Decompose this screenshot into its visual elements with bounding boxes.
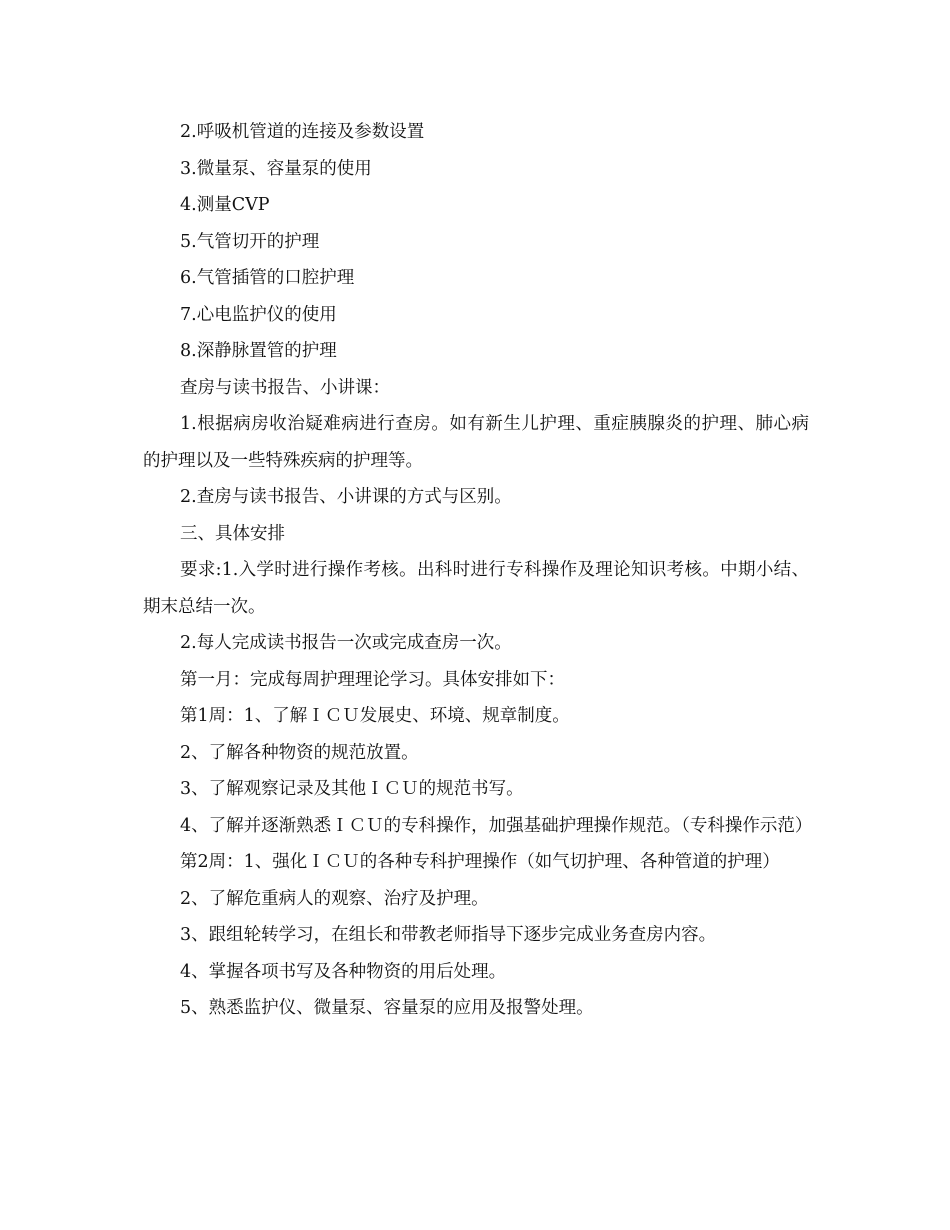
paragraph: 第2周：1、强化ＩＣＵ的各种专科护理操作（如气切护理、各种管道的护理） bbox=[180, 852, 780, 872]
section-heading: 查房与读书报告、小讲课： bbox=[180, 377, 390, 398]
paragraph: 2.每人完成读书报告一次或完成查房一次。 bbox=[180, 633, 512, 653]
paragraph: 4.测量CVP bbox=[180, 195, 270, 215]
paragraph: 4、掌握各项书写及各种物资的用后处理。 bbox=[180, 961, 507, 982]
paragraph: 第1周：1、了解ＩＣＵ发展史、环境、规章制度。 bbox=[180, 706, 570, 726]
paragraph: 1.根据病房收治疑难病进行查房。如有新生儿护理、重症胰腺炎的护理、肺心病的护理以及一些特殊疾病的护理等。 bbox=[143, 414, 809, 471]
document-body bbox=[143, 114, 813, 1027]
paragraph: 2.呼吸机管道的连接及参数设置 bbox=[180, 122, 425, 142]
paragraph: 5.气管切开的护理 bbox=[180, 231, 320, 252]
section-heading: 三、具体安排 bbox=[180, 523, 285, 544]
paragraph: 6.气管插管的口腔护理 bbox=[180, 268, 355, 288]
paragraph: 2、了解各种物资的规范放置。 bbox=[180, 742, 419, 763]
paragraph: 3、了解观察记录及其他ＩＣＵ的规范书写。 bbox=[180, 779, 524, 799]
paragraph: 第一月：完成每周护理理论学习。具体安排如下： bbox=[180, 669, 565, 690]
paragraph: 5、熟悉监护仪、微量泵、容量泵的应用及报警处理。 bbox=[180, 998, 594, 1018]
paragraph: 2、了解危重病人的观察、治疗及护理。 bbox=[180, 888, 489, 909]
paragraph: 要求:1.入学时进行操作考核。出科时进行专科操作及理论知识考核。中期小结、期末总结一次。 bbox=[143, 560, 809, 617]
paragraph: 3.微量泵、容量泵的使用 bbox=[180, 158, 372, 179]
paragraph: 8.深静脉置管的护理 bbox=[180, 341, 337, 361]
paragraph: 3、跟组轮转学习，在组长和带教老师指导下逐步完成业务查房内容。 bbox=[180, 925, 717, 945]
paragraph: 4、了解并逐渐熟悉ＩＣＵ的专科操作，加强基础护理操作规范。（专科操作示范） bbox=[180, 815, 813, 836]
paragraph: 2.查房与读书报告、小讲课的方式与区别。 bbox=[180, 487, 512, 507]
paragraph: 7.心电监护仪的使用 bbox=[180, 304, 337, 325]
